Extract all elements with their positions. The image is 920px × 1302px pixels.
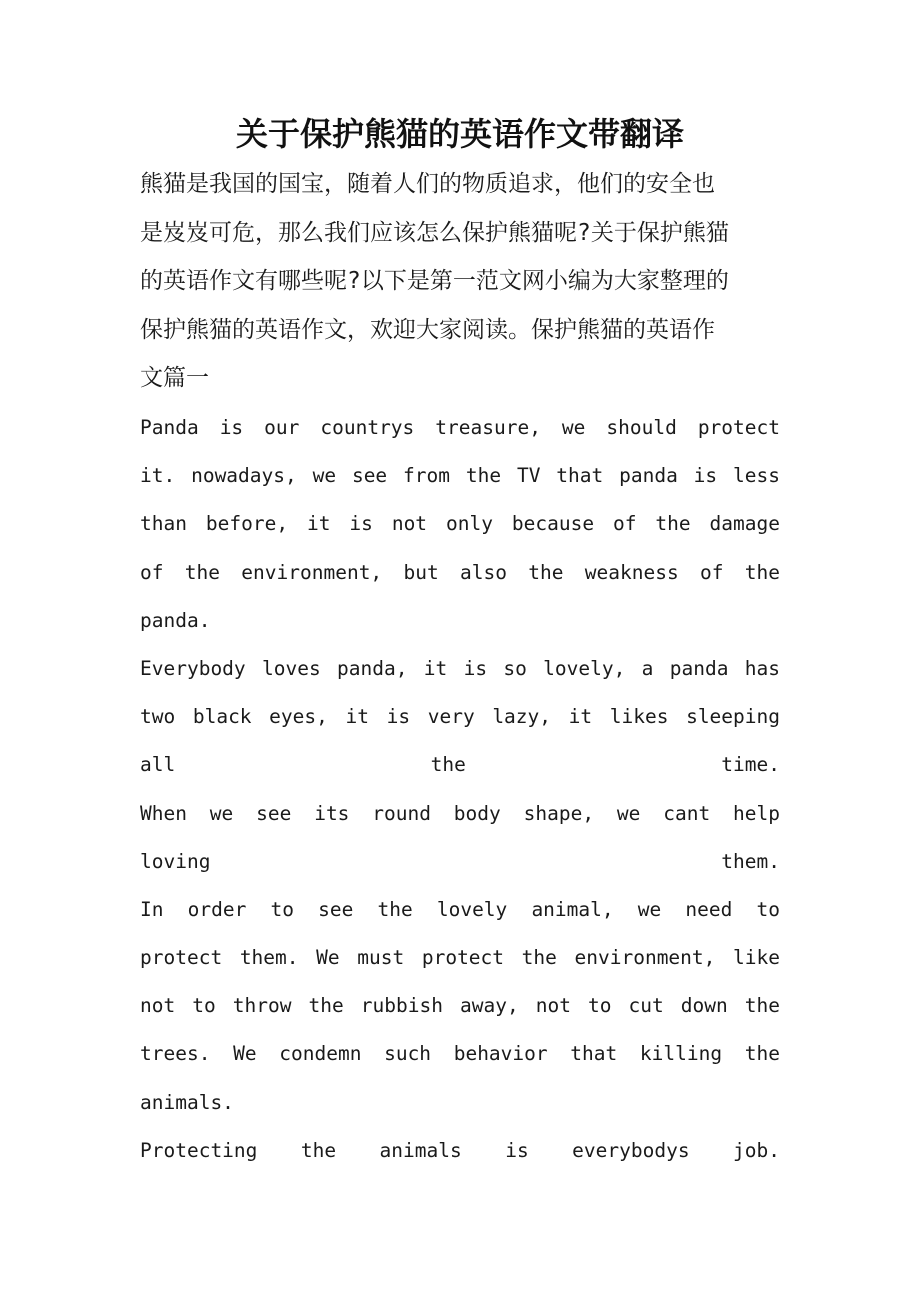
essay-line: trees. We condemn such behavior that killing the — [140, 1042, 780, 1066]
chinese-intro-paragraph — [140, 160, 780, 403]
intro-line: 保护熊猫的英语作文，欢迎大家阅读。保护熊猫的英语作 — [140, 316, 715, 343]
essay-line: When we see its round body shape, we cant help — [140, 801, 780, 825]
essay-line: Protecting the animals is everybodys job. — [140, 1138, 780, 1162]
essay-line: In order to see the lovely animal, we need to — [140, 897, 780, 921]
essay-line: than before, it is not only because of the damage — [140, 512, 780, 536]
essay-line: animals. — [140, 1090, 234, 1114]
essay-line: it. nowadays, we see from the TV that panda is less — [140, 464, 780, 488]
intro-line: 熊猫是我国的国宝，随着人们的物质追求，他们的安全也 — [140, 171, 715, 197]
essay-line: not to throw the rubbish away, not to cut down the — [140, 994, 780, 1018]
essay-line: Everybody loves panda, it is so lovely, a panda has — [140, 656, 780, 680]
essay-line: protect them. We must protect the environment, like — [140, 946, 780, 970]
essay-line: panda. — [140, 608, 211, 632]
english-essay-body — [140, 404, 780, 1175]
intro-line: 的英语作文有哪些呢?以下是第一范文网小编为大家整理的 — [140, 268, 729, 294]
essay-line: all the time. — [140, 753, 780, 777]
essay-line: of the environment, but also the weakness of the — [140, 560, 780, 584]
essay-line: loving them. — [140, 849, 780, 873]
essay-line: Panda is our countrys treasure, we should protect — [140, 416, 780, 439]
intro-line: 文篇一 — [140, 365, 209, 391]
intro-line: 是岌岌可危，那么我们应该怎么保护熊猫呢?关于保护熊猫 — [140, 219, 729, 246]
document-title: 关于保护熊猫的英语作文带翻译 — [235, 115, 684, 153]
essay-line: two black eyes, it is very lazy, it likes sleeping — [140, 705, 780, 729]
